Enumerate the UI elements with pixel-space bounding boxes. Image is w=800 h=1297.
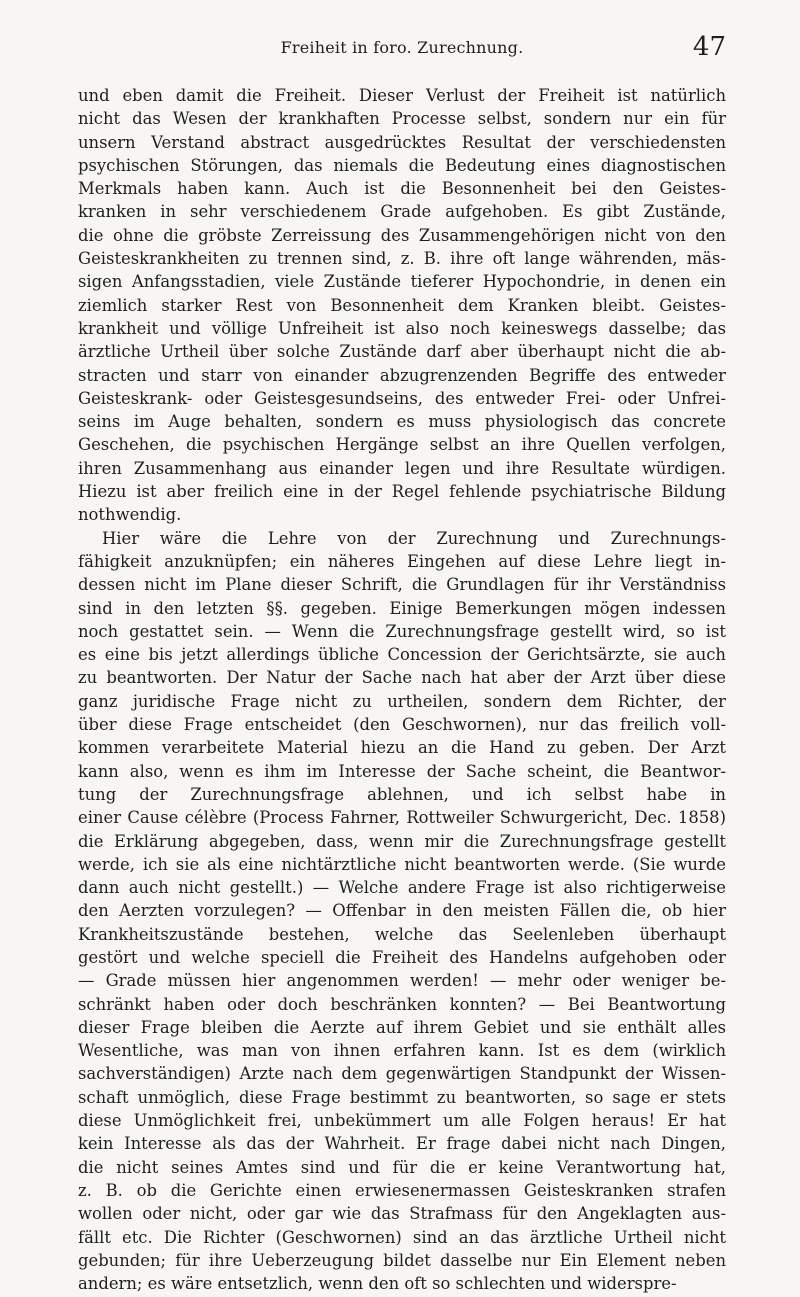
text-line: schränkt haben oder doch beschränken konnten? — Bei Beantwortung <box>78 994 726 1014</box>
text-line: wollen oder nicht, oder gar wie das Strafmass für den Angeklagten aus- <box>78 1204 726 1224</box>
text-line: Geisteskrank- oder Geistesgesundseins, des entweder Frei- oder Unfrei- <box>78 388 726 408</box>
text-line: kommen verarbeitete Material hiezu an die Hand zu geben. Der Arzt <box>78 738 726 758</box>
text-line: fähigkeit anzuknüpfen; ein näheres Eingehen auf diese Lehre liegt in- <box>78 551 726 571</box>
text-line: die Erklärung abgegeben, dass, wenn mir die Zurechnungsfrage gestellt <box>78 831 726 851</box>
text-line: ganz juridische Frage nicht zu urtheilen, sondern dem Richter, der <box>78 691 726 711</box>
text-line: gebunden; für ihre Ueberzeugung bildet dasselbe nur Ein Element neben <box>78 1250 726 1270</box>
text-line: den Aerzten vorzulegen? — Offenbar in den meisten Fällen die, ob hier <box>78 901 726 921</box>
text-line: Geisteskrankheiten zu trennen sind, z. B. ihre oft lange währenden, mäs- <box>78 249 726 269</box>
running-title: Freiheit in foro. Zurechnung. <box>280 38 524 57</box>
page-number: 47 <box>692 32 726 62</box>
text-line: die nicht seines Amtes sind und für die er keine Verantwortung hat, <box>78 1157 726 1177</box>
text-line: kranken in sehr verschiedenem Grade aufgehoben. Es gibt Zustände, <box>78 202 726 222</box>
text-line: Merkmals haben kann. Auch ist die Besonnenheit bei den Geistes- <box>78 179 726 199</box>
text-line: werde, ich sie als eine nichtärztliche nicht beantworten werde. (Sie wurde <box>78 854 726 874</box>
text-line: tung der Zurechnungsfrage ablehnen, und ich selbst habe in <box>78 784 726 804</box>
text-line: zu beantworten. Der Natur der Sache nach hat aber der Arzt über diese <box>78 668 726 688</box>
text-line: über diese Frage entscheidet (den Geschwornen), nur das freilich voll- <box>78 715 726 735</box>
text-line: ihren Zusammenhang aus einander legen und ihre Resultate würdigen. <box>78 458 726 478</box>
text-line: dieser Frage bleiben die Aerzte auf ihrem Gebiet und sie enthält alles <box>78 1017 726 1037</box>
text-line: noch gestattet sein. — Wenn die Zurechnungsfrage gestellt wird, so ist <box>78 621 726 641</box>
text-line: Hiezu ist aber freilich eine in der Regel fehlende psychiatrische Bildung <box>78 482 726 502</box>
text-line: z. B. ob die Gerichte einen erwiesenermassen Geisteskranken strafen <box>78 1180 726 1200</box>
text-line: andern; es wäre entsetzlich, wenn den oft so schlechten und widerspre- <box>78 1274 677 1294</box>
text-line: seins im Auge behalten, sondern es muss physiologisch das concrete <box>78 412 726 432</box>
text-line: es eine bis jetzt allerdings übliche Concession der Gerichtsärzte, sie auch <box>78 645 726 665</box>
text-line: einer Cause célèbre (Process Fahrner, Rottweiler Schwurgericht, Dec. 1858) <box>78 808 726 828</box>
text-line: psychischen Störungen, das niemals die Bedeutung eines diagnostischen <box>78 155 726 175</box>
text-line: Hier wäre die Lehre von der Zurechnung und Zurechnungs- <box>102 528 726 548</box>
text-line: schaft unmöglich, diese Frage bestimmt zu beantworten, so sage er stets <box>78 1087 726 1107</box>
text-line: fällt etc. Die Richter (Geschwornen) sind an das ärztliche Urtheil nicht <box>78 1227 726 1247</box>
text-line: ärztliche Urtheil über solche Zustände darf aber überhaupt nicht die ab- <box>78 342 726 362</box>
text-line: Geschehen, die psychischen Hergänge selbst an ihre Quellen verfolgen, <box>78 435 726 455</box>
text-line: diese Unmöglichkeit frei, unbekümmert um alle Folgen heraus! Er hat <box>78 1111 726 1131</box>
text-line: sind in den letzten §§. gegeben. Einige Bemerkungen mögen indessen <box>78 598 726 618</box>
text-line: dessen nicht im Plane dieser Schrift, die Grundlagen für ihr Verständniss <box>78 575 726 595</box>
text-line: kein Interesse als das der Wahrheit. Er frage dabei nicht nach Dingen, <box>78 1134 726 1154</box>
text-line: dann auch nicht gestellt.) — Welche andere Frage ist also richtigerweise <box>78 878 726 898</box>
text-line: Wesentliche, was man von ihnen erfahren kann. Ist es dem (wirklich <box>78 1041 726 1061</box>
text-line: ziemlich starker Rest von Besonnenheit dem Kranken bleibt. Geistes- <box>78 295 726 315</box>
text-line: nicht das Wesen der krankhaften Processe selbst, sondern nur ein für <box>78 109 726 129</box>
text-line: nothwendig. <box>78 505 182 525</box>
text-line: unsern Verstand abstract ausgedrücktes Resultat der verschiedensten <box>78 132 726 152</box>
text-line: sigen Anfangsstadien, viele Zustände tieferer Hypochondrie, in denen ein <box>78 272 726 292</box>
page-header <box>78 34 726 74</box>
text-line: und eben damit die Freiheit. Dieser Verlust der Freiheit ist natürlich <box>78 86 726 105</box>
text-line: die ohne die gröbste Zerreissung des Zusammengehörigen nicht von den <box>78 225 726 245</box>
body-text <box>78 84 726 1295</box>
text-line: gestört und welche speciell die Freiheit des Handelns aufgehoben oder <box>78 947 726 967</box>
text-line: kann also, wenn es ihm im Interesse der Sache scheint, die Beantwor- <box>78 761 726 781</box>
text-line: Krankheitszustände bestehen, welche das Seelenleben überhaupt <box>78 924 726 944</box>
text-line: — Grade müssen hier angenommen werden! — mehr oder weniger be- <box>78 971 726 991</box>
text-line: sachverständigen) Arzte nach dem gegenwärtigen Standpunkt der Wissen- <box>78 1064 726 1084</box>
text-line: krankheit und völlige Unfreiheit ist also noch keineswegs dasselbe; das <box>78 318 726 338</box>
text-line: stracten und starr von einander abzugrenzenden Begriffe des entweder <box>78 365 726 385</box>
